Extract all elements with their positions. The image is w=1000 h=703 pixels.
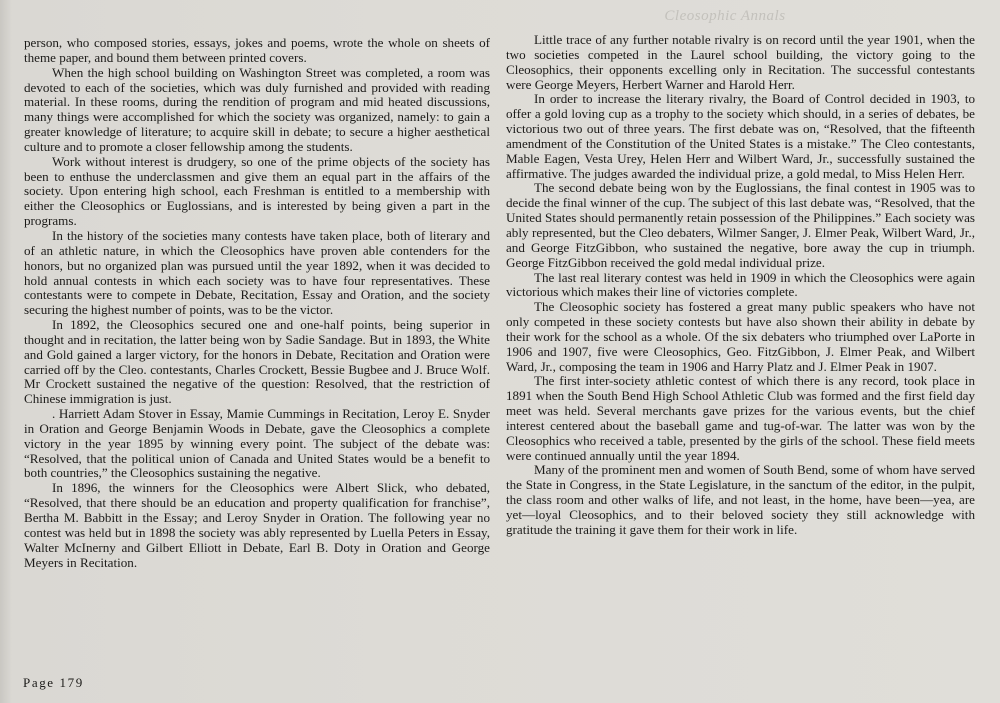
right-column	[506, 33, 975, 538]
paragraph: Little trace of any further notable rivalry is on record until the year 1901, when the two societies competed in the Laurel school building, the victory going to the Cleosophics, their opponents excelling only in Recitation. The successful contestants were George Meyers, Herbert Warner and Harold Herr.	[506, 32, 975, 92]
paragraph: In order to increase the literary rivalry, the Board of Control decided in 1903, to offer a gold loving cup as a trophy to the society which should, in a series of debates, be victorious two out of three years. The first debate was on, “Resolved, that the fifteenth amendment of the Constitution of the United States is a mistake.” The Cleo contestants, Mable Eagen, Vesta Urey, Helen Herr and Wilbert Ward, Jr., successfully sustained the affirmative. The judges awarded the individual prize, a gold medal, to Miss Helen Herr.	[506, 91, 975, 181]
left-column	[24, 36, 490, 570]
page-number: Page 179	[23, 675, 84, 690]
paragraph: In 1896, the winners for the Cleosophics were Albert Slick, who debated, “Resolved, that there should be an education and property qualification for franchise”, Bertha M. Babbitt in the Essay; and Leroy Snyder in Oration. The following year no contest was held but in 1898 the society was ably represented by Luella Peters in Essay, Walter McInerny and Gilbert Elliott in Debate, Earl B. Doty in Oration and George Meyers in Recitation.	[24, 480, 490, 570]
paragraph: person, who composed stories, essays, jokes and poems, wrote the whole on sheets of theme paper, and bound them between printed covers.	[24, 35, 490, 65]
paragraph: Many of the prominent men and women of South Bend, some of whom have served the State in Congress, in the State Legislature, in the sanctum of the editor, in the pulpit, the class room and other walks of life, and not least, in the home, have been—yea, are yet—loyal Cleosophics, and to their beloved society they still acknowledge with gratitude the training it gave them for their work in life.	[506, 462, 975, 537]
paragraph: The Cleosophic society has fostered a great many public speakers who have not only competed in these society contests but have also shown their ability in debate by their work for the school as a whole. Of the six debaters who triumphed over LaPorte in 1906 and 1907, five were Cleosophics, Geo. FitzGibbon, J. Elmer Peak, and Wilbert Ward, Jr., composing the team in 1906 and Harry Platz and J. Elmer Peak in 1907.	[506, 299, 975, 374]
paragraph: . Harriett Adam Stover in Essay, Mamie Cummings in Recitation, Leroy E. Snyder in Oration and George Benjamin Woods in Debate, gave the Cleosophics a complete victory in the year 1895 by winning every point. The subject of the debate was: “Resolved, that the political union of Canada and United States would be a benefit to both countries,” the Cleosophics sustaining the negative.	[24, 406, 490, 481]
paragraph: The first inter-society athletic contest of which there is any record, took place in 1891 when the South Bend High School Athletic Club was formed and the first field day meet was held. Several merchants gave prizes for the various events, but the chief interest centered about the baseball game and tug-of-war. The latter was won by the Cleosophics who received a table, presented by the girls of the school. These field meets were continued annually until the year 1894.	[506, 373, 975, 463]
running-head: Cleosophic Annals	[664, 8, 786, 24]
paragraph: When the high school building on Washington Street was completed, a room was devoted to each of the societies, which was duly furnished and provided with reading material. In these rooms, during the rendition of program and mid heated discussions, many things were accomplished for which the society was organized, namely: to gain a greater knowledge of literature; to acquire skill in debate; to secure a higher aesthetical culture and to promote a closer fellowship among the students.	[24, 64, 490, 154]
paragraph: The last real literary contest was held in 1909 in which the Cleosophics were again victorious which makes their line of victories complete.	[506, 269, 975, 300]
paragraph: Work without interest is drudgery, so one of the prime objects of the society has been to enthuse the underclassmen and give them an equal part in the affairs of the society. Upon entering high school, each Freshman is entitled to a membership with either the Cleosophics or Euglossians, and is interested by being given a part in the programs.	[24, 153, 490, 229]
paragraph: In 1892, the Cleosophics secured one and one-half points, being superior in thought and in recitation, the latter being won by Sadie Sandage. But in 1893, the White and Gold gained a larger victory, for the honors in Debate, Recitation and Oration were carried off by the Cleo. contestants, Charles Crockett, Bessie Bugbee and J. Bruce Wolf. Mr Crockett sustained the negative of the question: Resolved, that the restriction of Chinese immigration is just.	[24, 317, 490, 407]
paragraph: The second debate being won by the Euglossians, the final contest in 1905 was to decide the final winner of the cup. The subject of this last debate was, “Resolved, that the United States should permanently retain possession of the Philippines.” Each society was ably represented, but the Cleo debaters, Wilmer Sanger, J. Elmer Peak, Wilbert Ward, Jr., and George FitzGibbon, who sustained the negative, bore away the cup in triumph. George FitzGibbon received the gold medal individual prize.	[506, 180, 975, 270]
paragraph: In the history of the societies many contests have taken place, both of literary and of an athletic nature, in which the Cleosophics have proven able contenders for the honors, but no organized plan was pursued until the year 1892, when it was decided to hold annual contests in which each society was to have four representatives. These contestants were to compete in Debate, Recitation, Essay and Oration, and the society securing the highest number of points, was to be the victor.	[24, 227, 490, 318]
